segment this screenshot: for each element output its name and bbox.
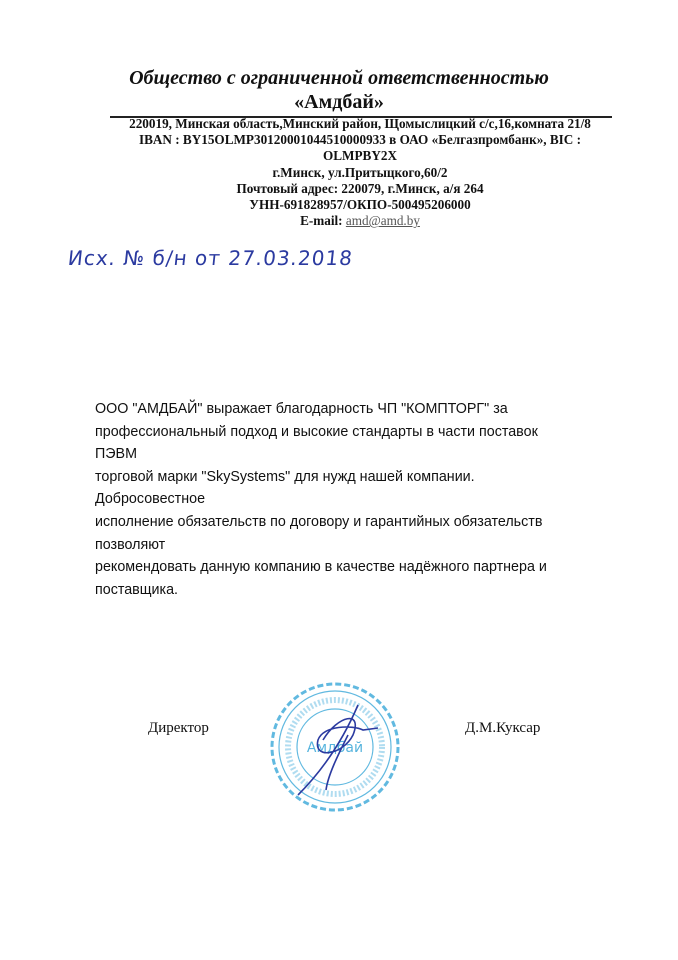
body-line: профессиональный подход и высокие стандарты в части поставок ПЭВМ xyxy=(95,423,538,463)
body-line: рекомендовать данную компанию в качестве надёжного партнера и xyxy=(95,559,547,576)
email-label: E-mail: xyxy=(300,213,343,229)
email-line xyxy=(90,213,630,229)
company-details xyxy=(90,116,630,229)
signatory-position: Директор xyxy=(148,720,209,736)
body-line: торговой марки "SkySystems" для нужд нашей компании. Добросовестное xyxy=(95,468,475,508)
company-stamp-with-signature xyxy=(268,680,402,814)
company-brand: «Амдбай» xyxy=(294,91,384,113)
bic-line: OLMPBY2X xyxy=(323,148,397,164)
address-line: 220019, Минская область,Минский район, Щомыслицкий с/с,16,комната 21/8 xyxy=(129,116,591,131)
email-link[interactable]: amd@amd.by xyxy=(345,213,420,229)
company-name: Общество с ограниченной ответственностью xyxy=(129,67,549,89)
tax-id-line: УНН-691828957/ОКПО-500495206000 xyxy=(249,197,471,213)
body-line: ООО "АМДБАЙ" выражает благодарность ЧП "КОМПТОРГ" за xyxy=(95,401,508,417)
iban-line: IBAN : BY15OLMP30120001044510000933 в ОАО «Белгазпромбанк», BIC : xyxy=(138,132,582,148)
city-address-line: г.Минск, ул.Притыцкого,60/2 xyxy=(272,164,448,180)
svg-text:Амдбай: Амдбай xyxy=(306,740,364,756)
outgoing-number-handwritten: Исх. № б/н от 27.03.2018 xyxy=(66,246,355,270)
postal-address-line: Почтовый адрес: 220079, г.Минск, а/я 264 xyxy=(236,180,484,196)
letter-body xyxy=(95,398,565,601)
signatory-name: Д.М.Куксар xyxy=(465,720,541,736)
body-line: поставщика. xyxy=(95,581,179,598)
body-line: исполнение обязательств по договору и гарантийных обязательств позволяют xyxy=(95,513,543,553)
